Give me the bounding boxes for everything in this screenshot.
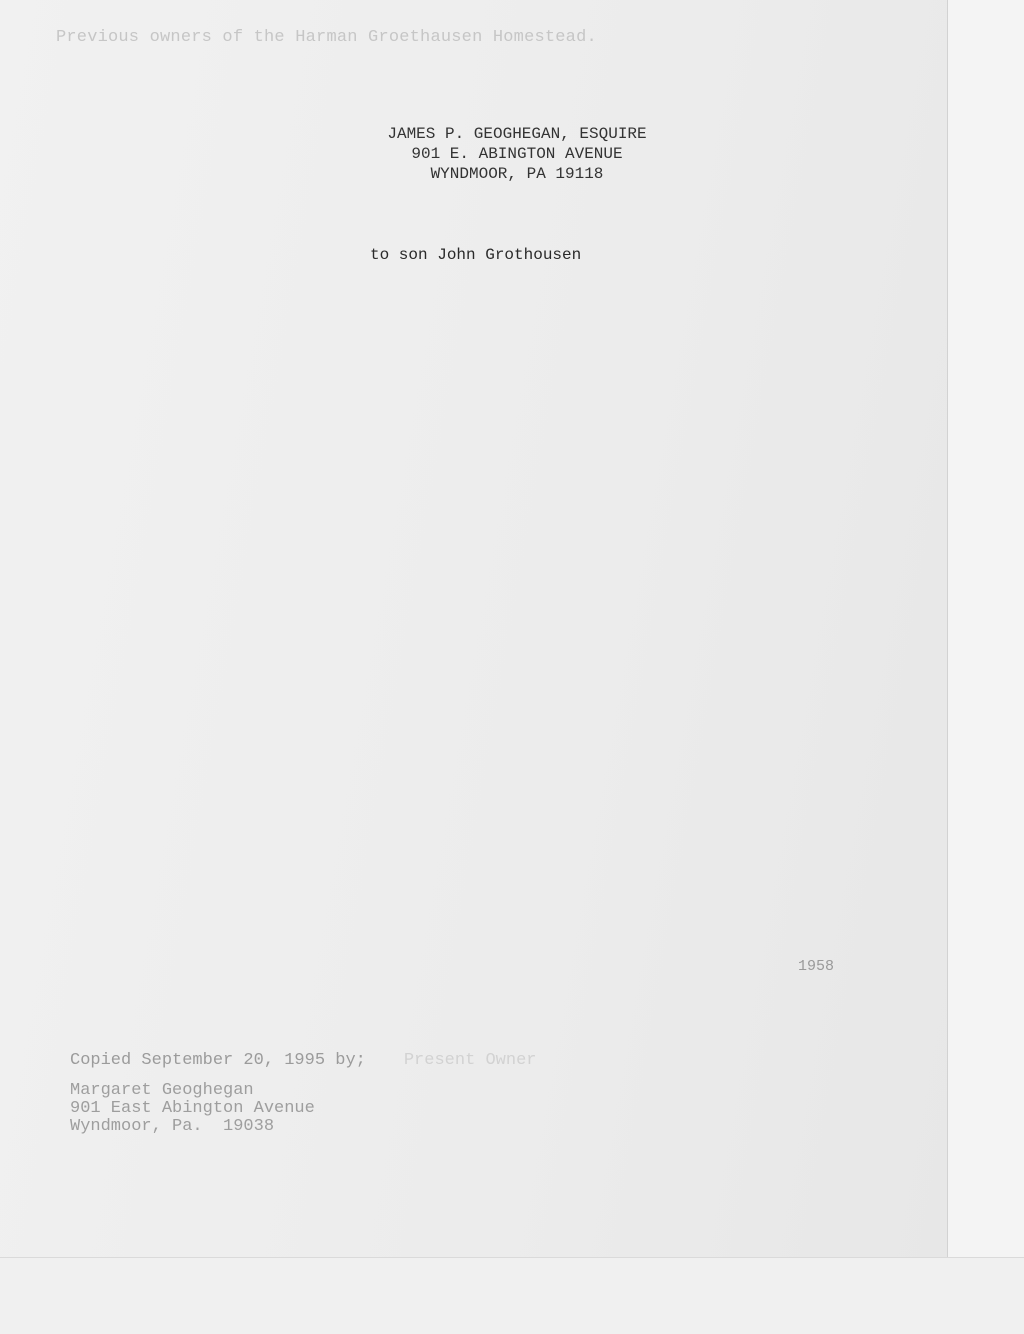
document-header: Previous owners of the Harman Groethausen Homestead.: [56, 28, 597, 47]
copied-text: Copied September 20, 1995 by;: [70, 1051, 366, 1070]
address-name: JAMES P. GEOGHEGAN, ESQUIRE: [387, 125, 647, 143]
present-owner-label: Present Owner: [403, 1051, 537, 1070]
copied-note: [70, 1051, 536, 1070]
signature-name: Margaret Geoghegan: [70, 1081, 254, 1100]
signature-city: Wyndmoor, Pa. 19038: [70, 1117, 275, 1136]
address-city: WYNDMOOR, PA 19118: [430, 165, 604, 183]
signature-block: [70, 1082, 315, 1136]
entry-16-year: 1958: [798, 958, 835, 975]
signature-street: 901 East Abington Avenue: [70, 1099, 315, 1118]
address-street: 901 E. ABINGTON AVENUE: [411, 145, 623, 163]
entry-2-prefix: to son John Grothousen: [370, 246, 582, 264]
